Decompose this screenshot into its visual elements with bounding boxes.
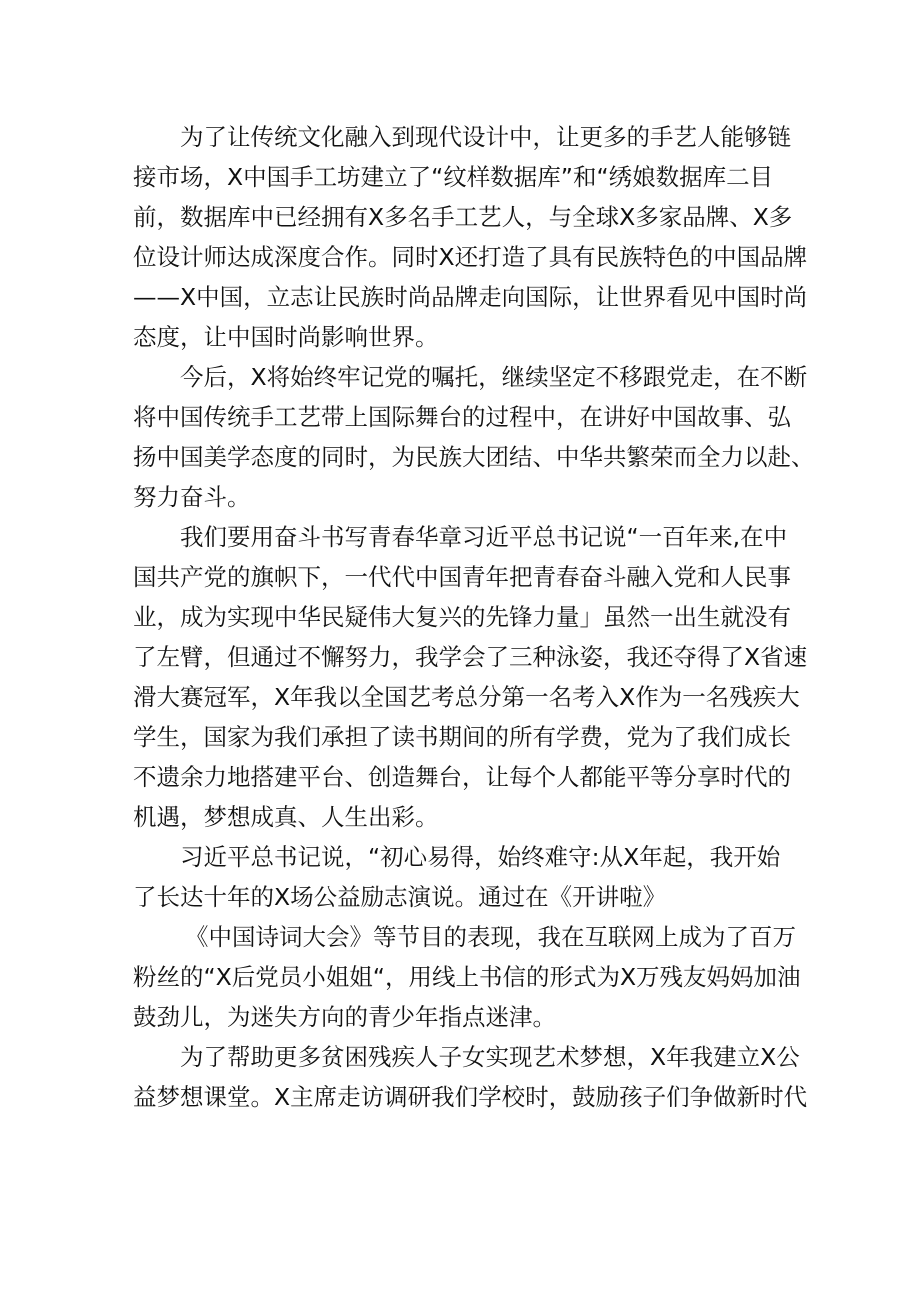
paragraph-3-line-7: 不遗余力地搭建平台、创造舞台，让每个人都能平等分享时代的 [133,763,791,791]
paragraph-3-line-3: 业，成为实现中华民疑伟大复兴的先锋力量」虽然一出生就没有 [133,603,791,631]
paragraph-1-line-4: 位设计师达成深度合作。同时X还打造了具有民族特色的中国品牌 [133,243,808,271]
paragraph-2-line-3: 扬中国美学态度的同时，为民族大团结、中华共繁荣而全力以赴、 [133,443,815,471]
body-text [133,117,813,1117]
paragraph-3-line-4: 了左臂，但通过不懈努力，我学会了三种泳姿，我还夺得了X省速 [133,643,808,671]
paragraph-4-line-1: 习近平总书记说，“初心易得，始终难守:从X年起，我开始 [180,843,781,871]
paragraph-6-line-1: 为了帮助更多贫困残疾人子女实现艺术梦想，X年我建立X公 [180,1043,800,1071]
paragraph-1-line-3: 前，数据库中已经拥有X多名手工艺人，与全球X多家品牌、X多 [133,203,793,231]
paragraph-3-line-5: 滑大赛冠军，X年我以全国艺考总分第一名考入X作为一名残疾大 [133,683,800,711]
paragraph-1-line-5: ——X中国，立志让民族时尚品牌走向国际，让世界看见中国时尚 [133,283,808,311]
paragraph-1-line-1: 为了让传统文化融入到现代设计中，让更多的手艺人能够链 [180,123,791,151]
paragraph-3-line-8: 机遇，梦想成真、人生出彩。 [133,803,439,831]
paragraph-1-line-6: 态度，让中国时尚影响世界。 [133,323,439,351]
paragraph-3-line-1: 我们要用奋斗书写青春华章习近平总书记说“一百年来,在中 [180,523,788,551]
paragraph-5-line-3: 鼓劲儿，为迷失方向的青少年指点迷津。 [133,1003,556,1031]
paragraph-4-line-2: 了长达十年的X场公益励志演说。通过在《开讲啦》 [133,883,667,911]
paragraph-6-line-2: 益梦想课堂。X主席走访调研我们学校时，鼓励孩子们争做新时代 [133,1083,808,1111]
paragraph-2-line-2: 将中国传统手工艺带上国际舞台的过程中，在讲好中国故事、弘 [133,403,791,431]
paragraph-3-line-6: 学生，国家为我们承担了读书期间的所有学费，党为了我们成长 [133,723,791,751]
paragraph-2-line-1: 今后，X将始终牢记党的嘱托，继续坚定不移跟党走，在不断 [180,363,808,391]
paragraph-5-line-2: 粉丝的“X后党员小姐姐“，用线上书信的形式为X万残友妈妈加油 [133,963,801,991]
paragraph-2-line-4: 努力奋斗。 [133,483,251,511]
paragraph-1-line-2: 接市场，X中国手工坊建立了“纹样数据库”和“绣娘数据库二目 [133,163,774,191]
paragraph-3-line-2: 国共产党的旗帜下，一代代中国青年把青春奋斗融入党和人民事 [133,563,791,591]
paragraph-5-line-1: 《中国诗词大会》等节目的表现，我在互联网上成为了百万 [185,923,796,951]
